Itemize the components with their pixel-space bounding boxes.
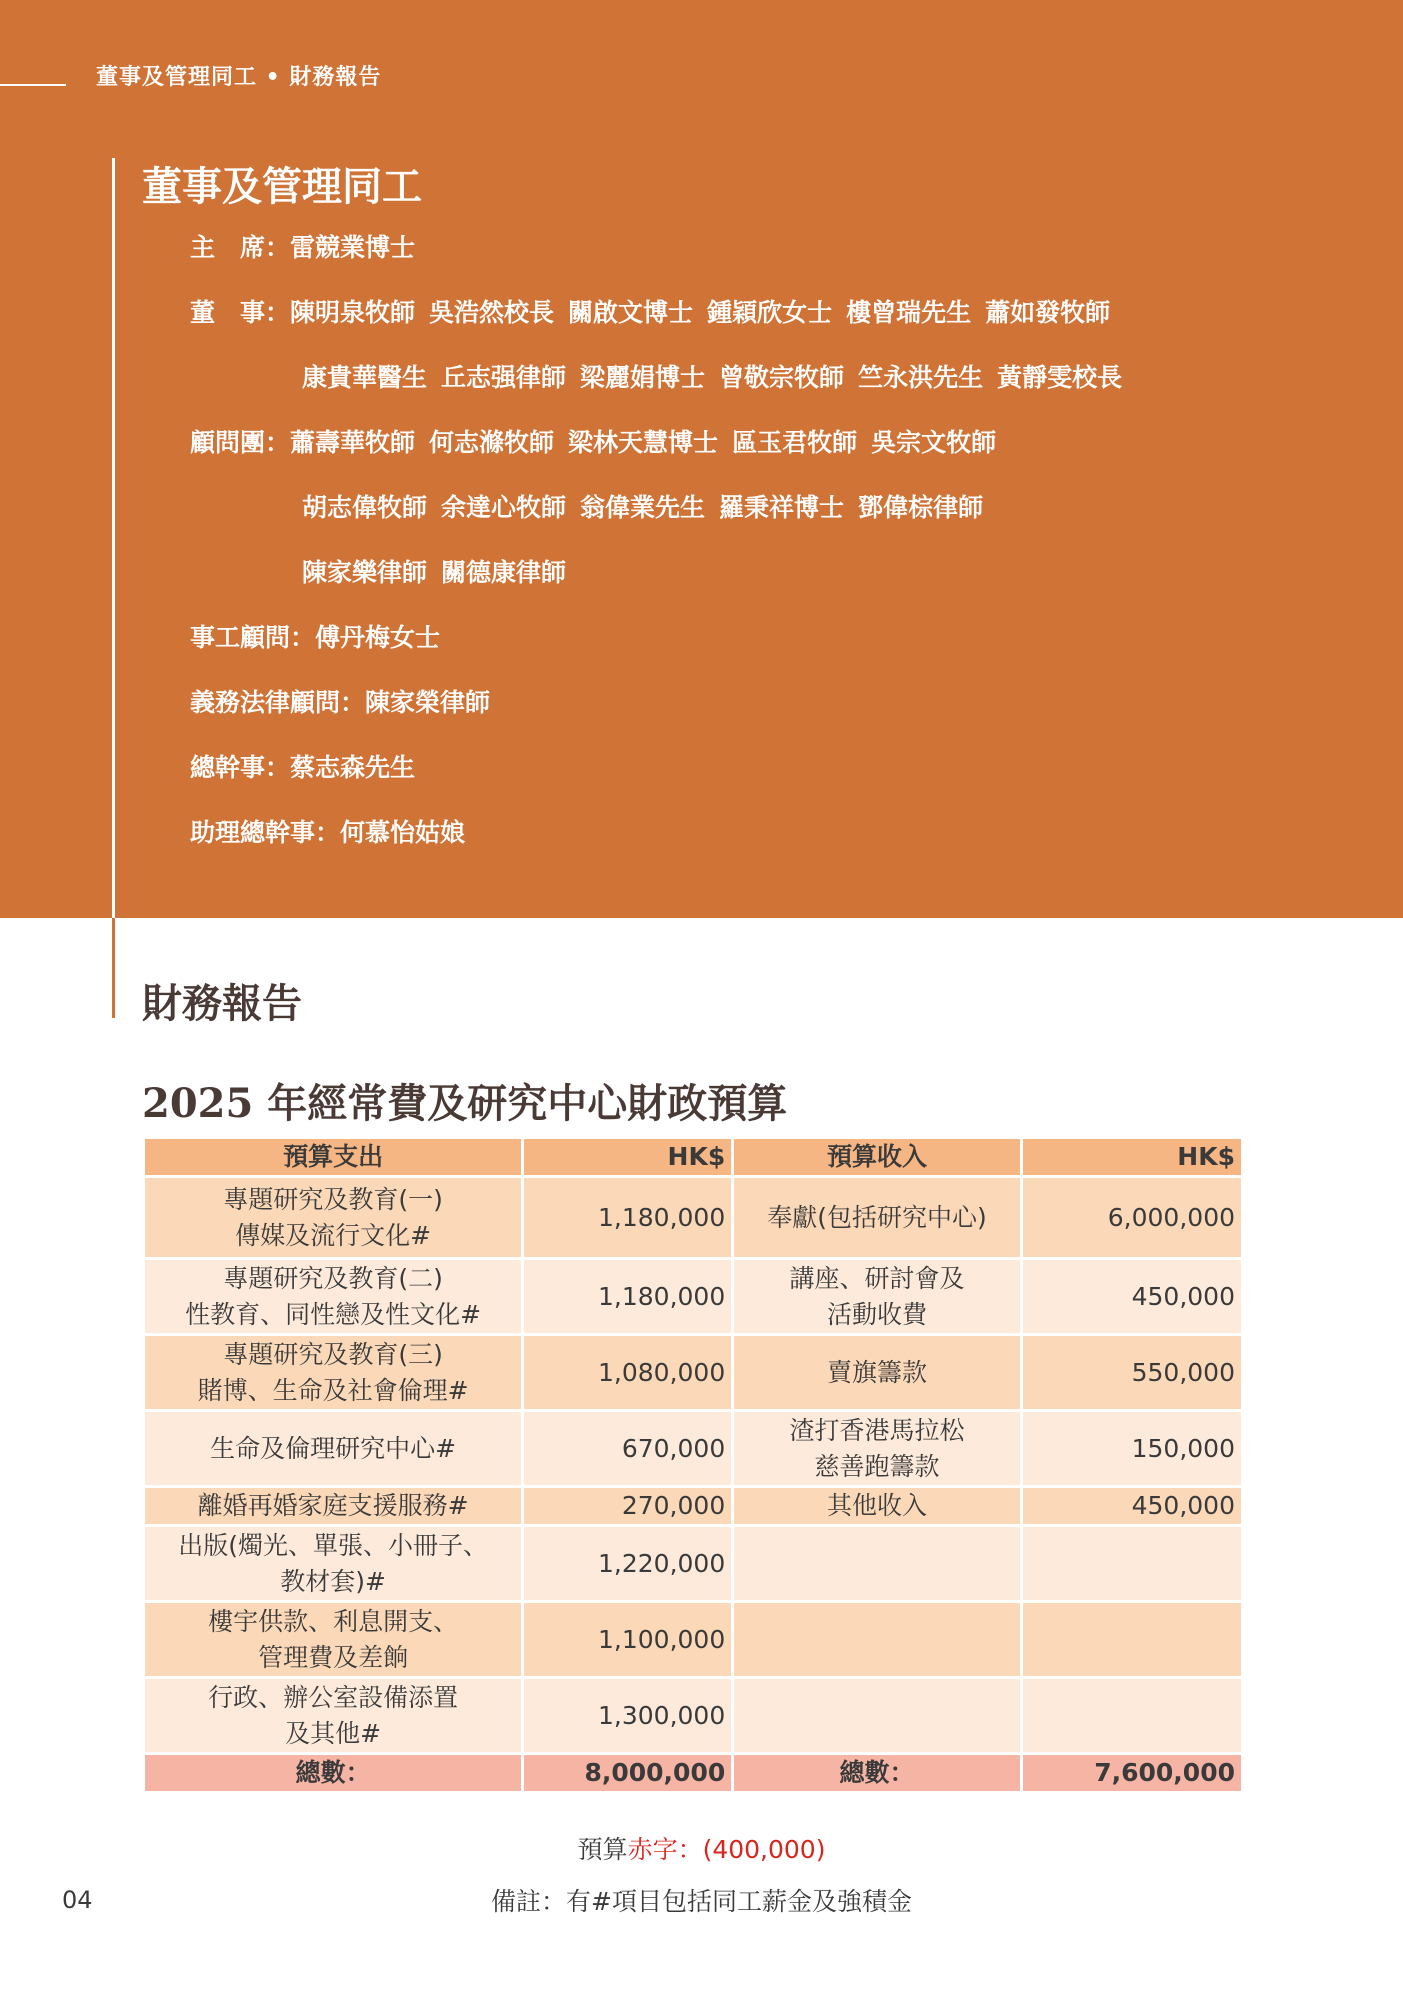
total-expenditure-amount: 8,000,000 — [523, 1754, 733, 1793]
budget-deficit-note: 預算赤字：(400,000) — [577, 1835, 826, 1864]
income-amount: 550,000 — [1021, 1335, 1242, 1411]
expenditure-item: 專題研究及教育(三) 賭博、生命及社會倫理# — [144, 1335, 523, 1411]
income-amount-empty — [1021, 1678, 1242, 1754]
expenditure-item: 樓宇供款、利息開支、 管理費及差餉 — [144, 1602, 523, 1678]
income-amount: 6,000,000 — [1021, 1177, 1242, 1259]
expenditure-amount: 1,080,000 — [523, 1335, 733, 1411]
table-row — [144, 1335, 1243, 1411]
header-expenditure-amount: HK$ — [523, 1138, 733, 1177]
advisors-line-1: 顧問團：蕭壽華牧師 何志滌牧師 梁林天慧博士 區玉君牧師 吳宗文牧師 — [190, 428, 997, 457]
assistant-general-secretary-line: 助理總幹事：何慕怡姑娘 — [190, 818, 466, 847]
table-row — [144, 1411, 1243, 1487]
header-breadcrumb: 董事及管理同工 • 財務報告 — [96, 65, 382, 90]
advisors-line-2: 胡志偉牧師 余達心牧師 翁偉業先生 羅秉祥博士 鄧偉棕律師 — [302, 493, 984, 522]
budget-remark: 備註：有#項目包括同工薪金及強積金 — [491, 1887, 912, 1916]
expenditure-item: 專題研究及教育(二) 性教育、同性戀及性文化# — [144, 1259, 523, 1335]
social-work-advisor-line: 事工顧問：傅丹梅女士 — [190, 623, 441, 652]
income-item-empty — [733, 1526, 1022, 1602]
chair-line: 主 席：雷競業博士 — [190, 233, 416, 262]
general-secretary-line: 總幹事：蔡志森先生 — [190, 753, 416, 782]
board-section-title: 董事及管理同工 — [142, 163, 422, 210]
expenditure-item: 離婚再婚家庭支援服務# — [144, 1487, 523, 1526]
income-item-empty — [733, 1602, 1022, 1678]
table-row — [144, 1259, 1243, 1335]
income-item: 其他收入 — [733, 1487, 1022, 1526]
directors-line-2: 康貴華醫生 丘志强律師 梁麗娟博士 曾敬宗牧師 竺永洪先生 黃靜雯校長 — [302, 363, 1123, 392]
directors-line-1: 董 事：陳明泉牧師 吳浩然校長 關啟文博士 鍾穎欣女士 樓曾瑞先生 蕭如發牧師 — [190, 298, 1111, 327]
expenditure-item: 生命及倫理研究中心# — [144, 1411, 523, 1487]
table-header-row — [144, 1138, 1243, 1177]
deficit-value: 赤字：(400,000) — [627, 1835, 826, 1864]
budget-title: 2025 年經常費及研究中心財政預算 — [142, 1080, 788, 1127]
header-income: 預算收入 — [733, 1138, 1022, 1177]
budget-table — [142, 1136, 1244, 1794]
expenditure-item: 出版(燭光、單張、小冊子、 教材套)# — [144, 1526, 523, 1602]
header-income-amount: HK$ — [1021, 1138, 1242, 1177]
expenditure-amount: 1,100,000 — [523, 1602, 733, 1678]
page-number: 04 — [62, 1886, 93, 1914]
income-amount: 450,000 — [1021, 1259, 1242, 1335]
table-total-row — [144, 1754, 1243, 1793]
expenditure-amount: 1,180,000 — [523, 1259, 733, 1335]
expenditure-amount: 1,180,000 — [523, 1177, 733, 1259]
income-item: 講座、研討會及 活動收費 — [733, 1259, 1022, 1335]
income-amount: 450,000 — [1021, 1487, 1242, 1526]
table-row — [144, 1526, 1243, 1602]
header-expenditure: 預算支出 — [144, 1138, 523, 1177]
expenditure-amount: 670,000 — [523, 1411, 733, 1487]
table-row — [144, 1678, 1243, 1754]
income-item: 賣旗籌款 — [733, 1335, 1022, 1411]
income-item-empty — [733, 1678, 1022, 1754]
income-amount-empty — [1021, 1526, 1242, 1602]
table-row — [144, 1177, 1243, 1259]
table-row — [144, 1487, 1243, 1526]
expenditure-amount: 1,300,000 — [523, 1678, 733, 1754]
header-rule — [0, 84, 66, 86]
total-income-label: 總數： — [733, 1754, 1022, 1793]
income-amount-empty — [1021, 1602, 1242, 1678]
income-amount: 150,000 — [1021, 1411, 1242, 1487]
expenditure-item: 專題研究及教育(一) 傳媒及流行文化# — [144, 1177, 523, 1259]
table-row — [144, 1602, 1243, 1678]
income-item: 渣打香港馬拉松 慈善跑籌款 — [733, 1411, 1022, 1487]
finance-section-title: 財務報告 — [142, 980, 302, 1027]
section-vertical-rule — [112, 158, 115, 1018]
income-item: 奉獻(包括研究中心) — [733, 1177, 1022, 1259]
expenditure-amount: 270,000 — [523, 1487, 733, 1526]
advisors-line-3: 陳家樂律師 關德康律師 — [302, 558, 567, 587]
expenditure-item: 行政、辦公室設備添置 及其他# — [144, 1678, 523, 1754]
total-expenditure-label: 總數： — [144, 1754, 523, 1793]
legal-advisor-line: 義務法律顧問：陳家榮律師 — [190, 688, 491, 717]
expenditure-amount: 1,220,000 — [523, 1526, 733, 1602]
total-income-amount: 7,600,000 — [1021, 1754, 1242, 1793]
